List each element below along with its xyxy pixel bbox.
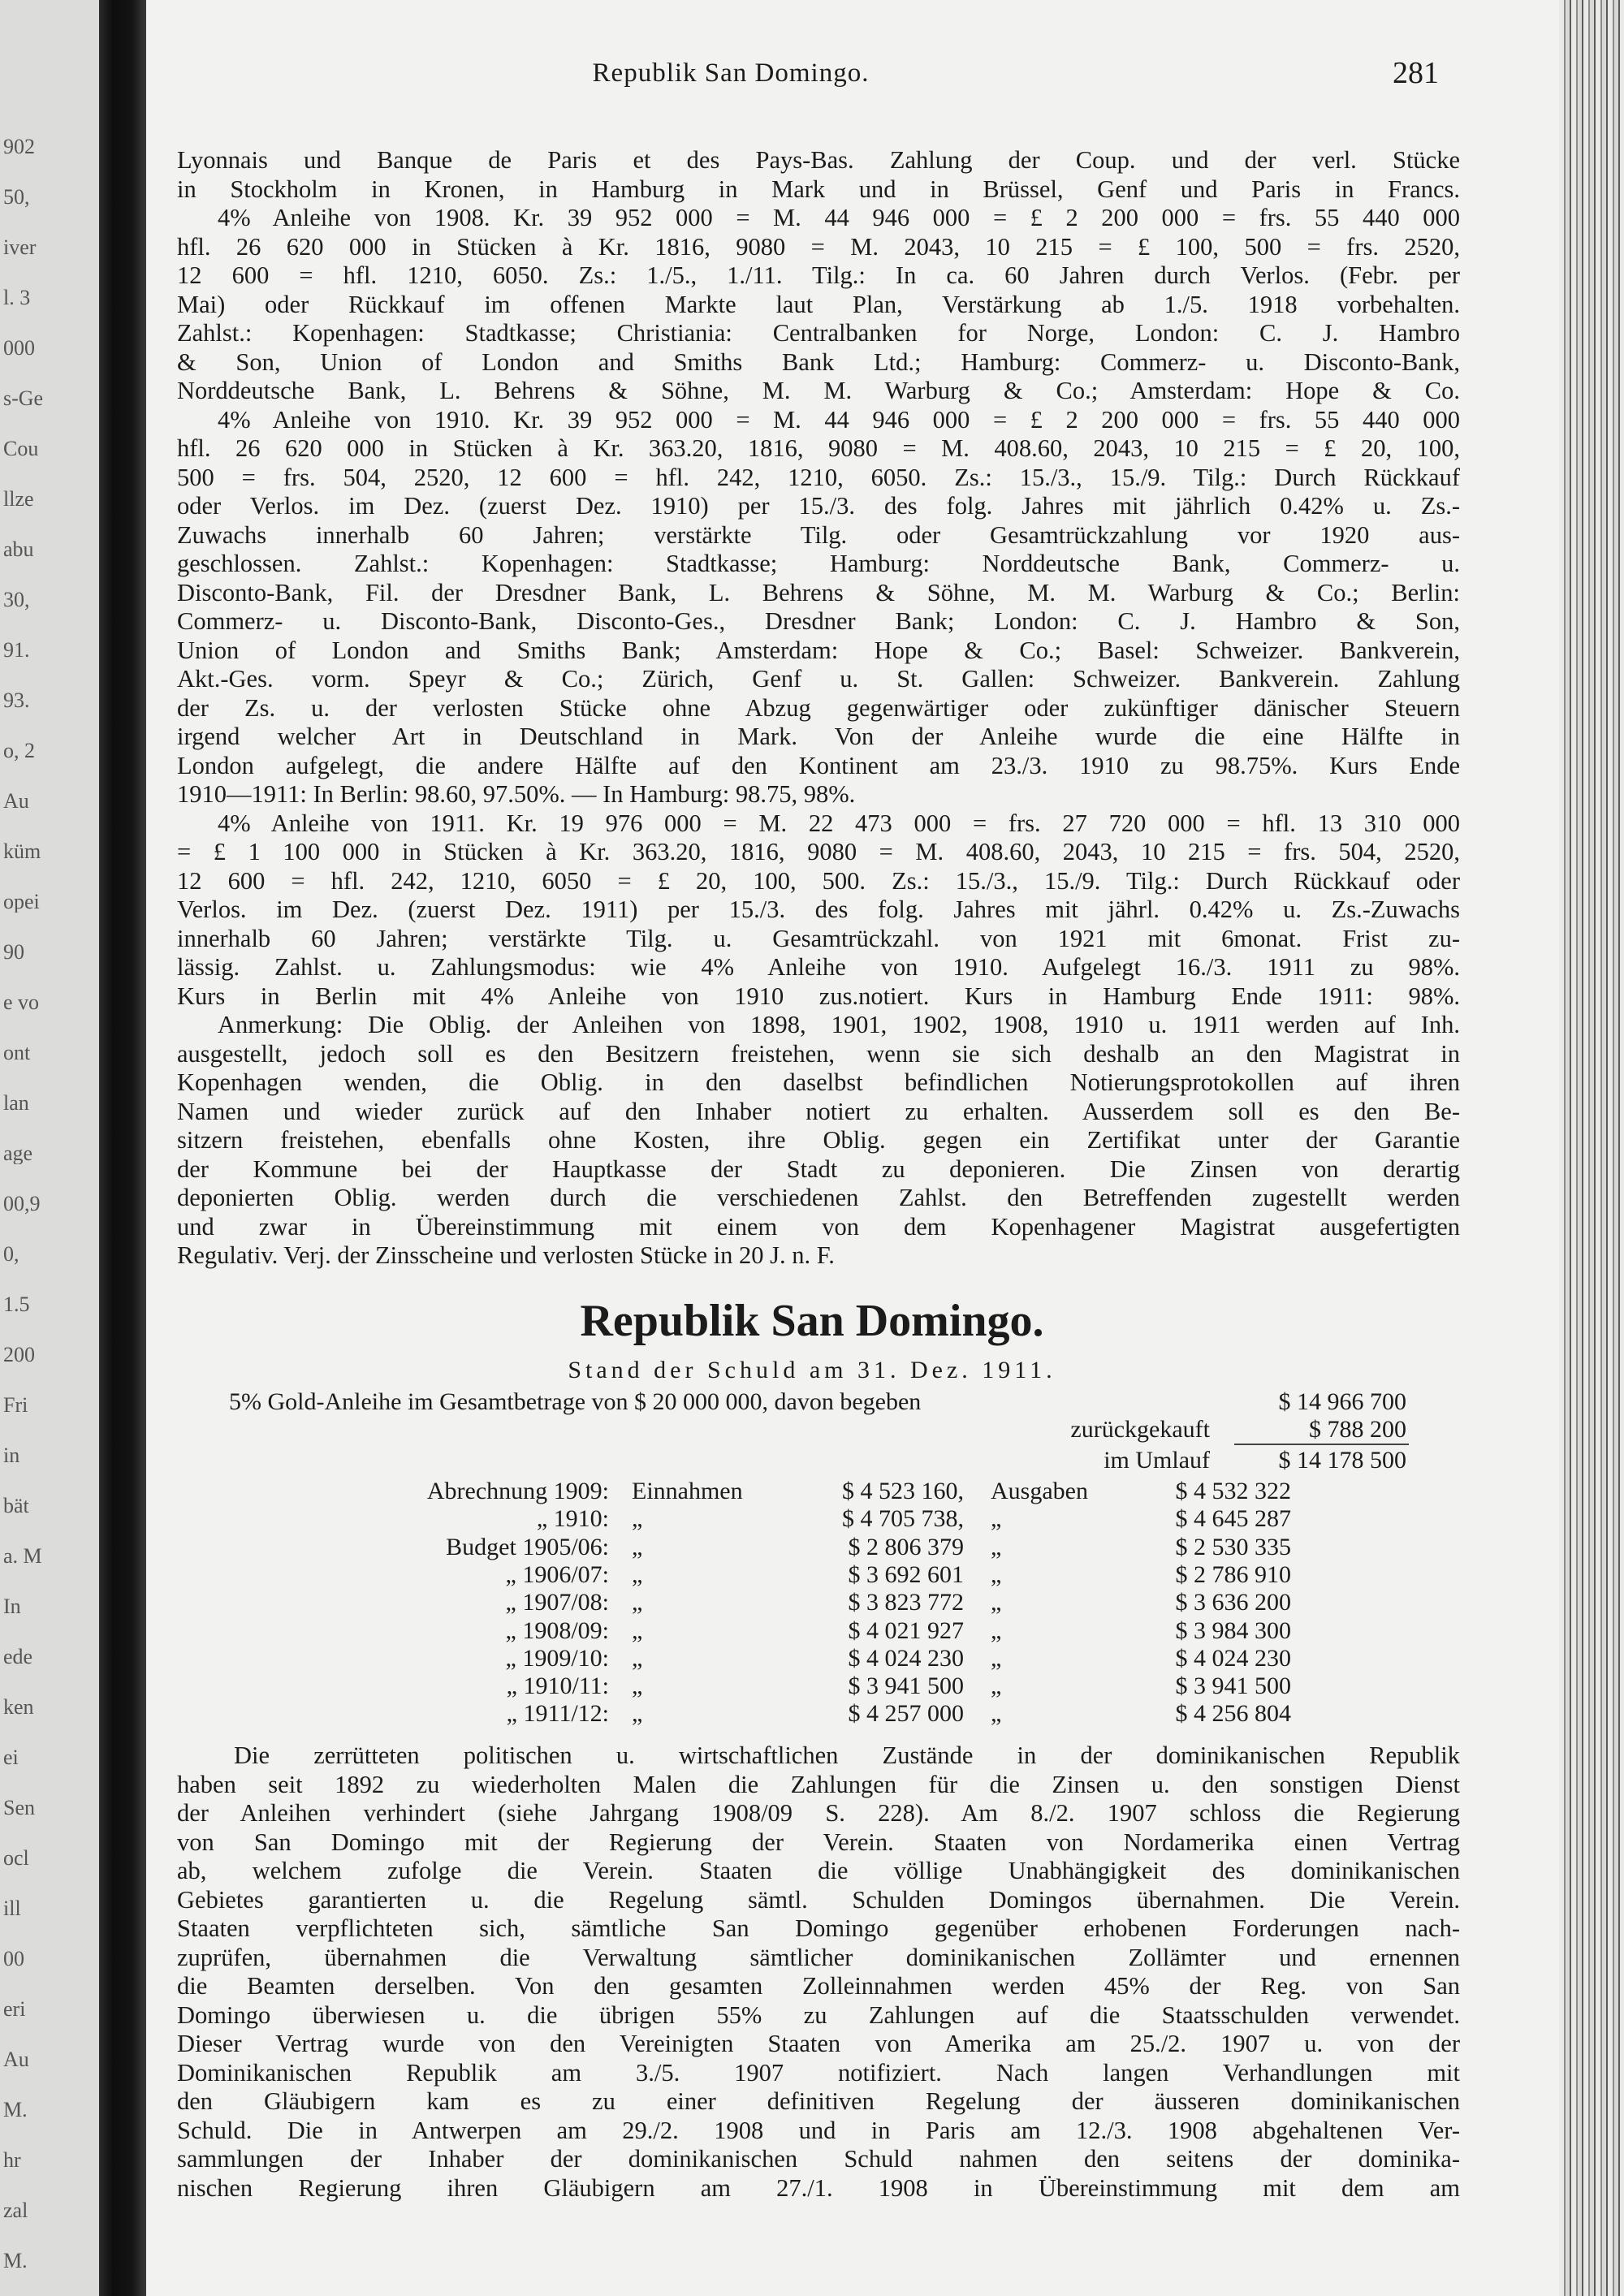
text-line: ausgestellt, jedoch soll es den Besitzern freistehen, wenn sie sich deshalb an den Magistrat in	[177, 1039, 1460, 1068]
finance-label: „ 1910:	[536, 1505, 609, 1533]
text-line: nischen Regierung ihren Gläubigern am 27./1. 1908 in Übereinstimmung mit dem am	[177, 2173, 1460, 2202]
facing-page-edge	[0, 0, 99, 2296]
text-line: den Gläubigern kam es zu einer definitiven Regelung der äusseren dominikanischen	[177, 2087, 1460, 2115]
finance-aus: $ 4 256 804	[1175, 1700, 1291, 1728]
finance-aus-label: „	[991, 1533, 1002, 1560]
finance-aus: $ 4 024 230	[1175, 1644, 1291, 1672]
margin-fragment: ei	[3, 1747, 19, 1768]
text-line: haben seit 1892 zu wiederholten Malen die Zahlungen für die Zinsen u. den sonstigen Dienst	[177, 1770, 1460, 1798]
text-line: der Anleihen verhindert (siehe Jahrgang 1908/09 S. 228). Am 8./2. 1907 schloss die Regierung	[177, 1799, 1460, 1827]
finance-aus: $ 3 941 500	[1175, 1672, 1291, 1700]
text-line: Kopenhagen wenden, die Oblig. in den daselbst befindlichen Notierungsprotokollen auf ihren	[177, 1068, 1460, 1096]
text-line: der Kommune bei der Hauptkasse der Stadt zu deponieren. Die Zinsen von derartig	[177, 1154, 1460, 1183]
finance-label: „ 1909/10:	[505, 1644, 609, 1672]
text-line: Dieser Vertrag wurde von den Vereinigten Staaten von Amerika am 25./2. 1907 u. von der	[177, 2030, 1460, 2057]
running-head: Republik San Domingo.	[592, 58, 870, 88]
text-line: die Beamten derselben. Von den gesamten Zolleinnahmen werden 45% der Reg. von San	[177, 1972, 1460, 2000]
text-line: 4% Anleihe von 1911. Kr. 19 976 000 = M. 22 473 000 = frs. 27 720 000 = hfl. 13 310 000	[218, 809, 1460, 837]
finance-label: Abrechnung 1909:	[426, 1478, 609, 1504]
text-line: Verlos. im Dez. (zuerst Dez. 1911) per 15./3. des folg. Jahres mit jährl. 0.42% u. Zs.-Zuwachs	[177, 896, 1460, 923]
finance-ein-label: „	[632, 1533, 643, 1560]
text-line: 500 = frs. 504, 2520, 12 600 = hfl. 242, 1210, 6050. Zs.: 15./3., 15./9. Tilg.: Durch Rückkauf	[177, 463, 1460, 491]
margin-fragment: 0,	[3, 1244, 19, 1265]
margin-fragment: Fri	[3, 1395, 28, 1416]
text-line: Dominikanischen Republik am 3./5. 1907 notifiziert. Nach langen Verhandlungen mit	[177, 2058, 1460, 2087]
finance-ein-label: „	[632, 1505, 643, 1533]
finance-label: Budget 1905/06:	[446, 1533, 609, 1560]
text-line: geschlossen. Zahlst.: Kopenhagen: Stadtkasse; Hamburg: Norddeutsche Bank, Commerz- u.	[177, 550, 1460, 577]
text-line: deponierten Oblig. werden durch die verschiedenen Zahlst. den Betreffenden zugestellt werden	[177, 1184, 1460, 1211]
margin-fragment: ken	[3, 1697, 34, 1718]
margin-fragment: ont	[3, 1042, 31, 1064]
loan-outstanding-label: im Umlauf	[1104, 1447, 1210, 1474]
text-line: Mai) oder Rückkauf im offenen Markte laut Plan, Verstärkung ab 1./5. 1918 vorbehalten.	[177, 290, 1460, 318]
text-line: Union of London and Smiths Bank; Amsterdam: Hope & Co.; Basel: Schweizer. Bankverein,	[177, 636, 1460, 664]
page-edge-stack	[1559, 0, 1624, 2296]
finance-aus: $ 2 530 335	[1175, 1533, 1291, 1560]
text-line: Disconto-Bank, Fil. der Dresdner Bank, L. Behrens & Söhne, M. M. Warburg & Co.; Berlin:	[177, 578, 1460, 606]
finance-ein: $ 4 523 160,	[842, 1478, 964, 1504]
loan-repurchased-amount: $ 788 200	[1309, 1416, 1406, 1443]
margin-fragment: e vo	[3, 992, 40, 1013]
margin-fragment: age	[3, 1143, 33, 1164]
finance-ein-label: „	[632, 1616, 643, 1644]
finance-aus: $ 3 636 200	[1175, 1589, 1291, 1616]
margin-fragment: eri	[3, 1999, 26, 2020]
finance-aus-label: „	[991, 1700, 1002, 1728]
finance-ein: $ 4 024 230	[848, 1644, 964, 1672]
finance-ein-label: „	[632, 1644, 643, 1672]
text-line: Namen und wieder zurück auf den Inhaber notiert zu erhalten. Ausserdem soll es den Be-	[177, 1097, 1460, 1125]
text-line: ab, welchem zufolge die Verein. Staaten die völlige Unabhängigkeit des dominikanischen	[177, 1857, 1460, 1884]
text-line: Zahlst.: Kopenhagen: Stadtkasse; Christiania: Centralbanken for Norge, London: C. J. Hambro	[177, 319, 1460, 347]
margin-fragment: 30,	[3, 589, 30, 611]
finance-ein: $ 3 941 500	[848, 1672, 964, 1700]
text-line: & Son, Union of London and Smiths Bank Ltd.; Hamburg: Commerz- u. Disconto-Bank,	[177, 347, 1460, 376]
text-line: sitzern freistehen, ebenfalls ohne Kosten, ihre Oblig. gegen ein Zertifikat unter der Garantie	[177, 1126, 1460, 1154]
finance-aus-label: „	[991, 1672, 1002, 1700]
finance-label: „ 1910/11:	[506, 1672, 609, 1700]
finance-ein: $ 4 257 000	[848, 1700, 964, 1728]
loan-outstanding-amount: $ 14 178 500	[1278, 1447, 1406, 1474]
text-line: 12 600 = hfl. 242, 1210, 6050 = £ 20, 100, 500. Zs.: 15./3., 15./9. Tilg.: Durch Rückkauf oder	[177, 866, 1460, 895]
margin-fragment: 50,	[3, 187, 30, 208]
text-line: Regulativ. Verj. der Zinsscheine und verlosten Stücke in 20 J. n. F.	[177, 1241, 835, 1269]
text-line: Schuld. Die in Antwerpen am 29./2. 1908 und in Paris am 12./3. 1908 abgehaltenen Ver-	[177, 2116, 1460, 2144]
margin-fragment: küm	[3, 841, 41, 862]
text-line: Kurs in Berlin mit 4% Anleihe von 1910 zus.notiert. Kurs in Hamburg Ende 1911: 98%.	[177, 982, 1460, 1010]
margin-fragment: 000	[3, 338, 35, 359]
finance-aus: $ 3 984 300	[1175, 1616, 1291, 1644]
margin-fragment: 00	[3, 1949, 24, 1970]
finance-ein-label: „	[632, 1672, 643, 1700]
text-line: London aufgelegt, die andere Hälfte auf den Kontinent am 23./3. 1910 zu 98.75%. Kurs Ende	[177, 751, 1460, 779]
margin-fragment: 91.	[3, 640, 30, 661]
finance-aus: $ 4 532 322	[1175, 1478, 1291, 1504]
margin-fragment: 902	[3, 136, 35, 158]
margin-fragment: Sen	[3, 1798, 35, 1819]
text-line: von San Domingo mit der Regierung der Verein. Staaten von Nordamerika einen Vertrag	[177, 1828, 1460, 1856]
finance-aus-label: „	[991, 1560, 1002, 1588]
margin-fragment: opei	[3, 891, 40, 913]
finance-ein: $ 4 021 927	[848, 1616, 964, 1644]
section-heading: Republik San Domingo.	[580, 1296, 1044, 1346]
loan-issued-amount: $ 14 966 700	[1278, 1388, 1406, 1415]
margin-fragment: o, 2	[3, 740, 35, 762]
text-line: zuprüfen, übernahmen die Verwaltung sämtlicher dominikanischen Zollämter und ernennen	[177, 1943, 1460, 1971]
loan-description: 5% Gold-Anleihe im Gesamtbetrage von $ 20 000 000, davon begeben	[229, 1388, 922, 1415]
text-line: Gebietes garantierten u. die Regelung sämtl. Schulden Domingos übernahmen. Die Verein.	[177, 1885, 1460, 1914]
margin-fragment: ocl	[3, 1848, 29, 1869]
loan-repurchased-label: zurückgekauft	[1070, 1416, 1210, 1443]
finance-ein-label: „	[632, 1700, 643, 1728]
text-line: 12 600 = hfl. 1210, 6050. Zs.: 1./5., 1./11. Tilg.: In ca. 60 Jahren durch Verlos. (Febr. per	[177, 261, 1460, 289]
margin-fragment: ill	[3, 1898, 21, 1919]
margin-fragment: Au	[3, 2049, 29, 2070]
finance-aus-label: Ausgaben	[991, 1478, 1088, 1504]
finance-label: „ 1911/12:	[506, 1700, 609, 1728]
text-line: hfl. 26 620 000 in Stücken à Kr. 1816, 9080 = M. 2043, 10 215 = £ 100, 500 = frs. 2520,	[177, 232, 1460, 261]
margin-fragment: llze	[3, 489, 34, 510]
text-line: Staaten verpflichteten sich, sämtliche San Domingo gegenüber erhobenen Forderungen nach-	[177, 1914, 1460, 1942]
margin-fragment: 93.	[3, 690, 30, 711]
margin-fragment: hr	[3, 2150, 21, 2171]
finance-aus-label: „	[991, 1644, 1002, 1672]
finance-label: „ 1907/08:	[505, 1589, 609, 1616]
text-line: der Zs. u. der verlosten Stücke ohne Abzug gegenwärtiger oder zukünftiger dänischer Steuern	[177, 693, 1460, 722]
margin-fragment: lan	[3, 1093, 29, 1114]
margin-fragment: s-Ge	[3, 388, 44, 409]
finance-ein: $ 3 692 601	[848, 1560, 964, 1588]
debt-status-line: Stand der Schuld am 31. Dez. 1911.	[568, 1357, 1056, 1383]
finance-aus-label: „	[991, 1589, 1002, 1616]
margin-fragment: bät	[3, 1495, 29, 1517]
finance-ein: $ 4 705 738,	[842, 1505, 964, 1533]
text-line: = £ 1 100 000 in Stücken à Kr. 363.20, 1816, 9080 = M. 408.60, 2043, 10 215 = frs. 504, 2520,	[177, 838, 1460, 865]
finance-aus: $ 2 786 910	[1175, 1560, 1291, 1588]
text-line: Domingo überwiesen u. die übrigen 55% zu Zahlungen auf die Staatsschulden verwendet.	[177, 2000, 1460, 2029]
margin-fragment: zal	[3, 2200, 28, 2221]
book-gutter	[99, 0, 146, 2296]
finance-aus: $ 4 645 287	[1175, 1505, 1291, 1533]
margin-fragment: iver	[3, 237, 37, 258]
text-line: 4% Anleihe von 1910. Kr. 39 952 000 = M. 44 946 000 = £ 2 200 000 = frs. 55 440 000	[218, 405, 1460, 434]
margin-fragment: Au	[3, 791, 29, 812]
text-line: Anmerkung: Die Oblig. der Anleihen von 1898, 1901, 1902, 1908, 1910 u. 1911 werden auf Inh.	[218, 1011, 1460, 1038]
text-line: Akt.-Ges. vorm. Speyr & Co.; Zürich, Genf u. St. Gallen: Schweizer. Bankverein. Zahlung	[177, 665, 1460, 693]
finance-aus-label: „	[991, 1505, 1002, 1533]
margin-fragment: 200	[3, 1344, 35, 1366]
margin-fragment: M.	[3, 2100, 28, 2121]
text-line: sammlungen der Inhaber der dominikanischen Schuld nahmen den seitens der dominika-	[177, 2145, 1460, 2173]
page-number: 281	[1393, 56, 1439, 90]
text-line: in Stockholm in Kronen, in Hamburg in Mark und in Brüssel, Genf und Paris in Francs.	[177, 175, 1460, 203]
text-line: Norddeutsche Bank, L. Behrens & Söhne, M. M. Warburg & Co.; Amsterdam: Hope & Co.	[177, 377, 1460, 404]
margin-fragment: ede	[3, 1646, 33, 1668]
margin-fragment: 90	[3, 942, 24, 963]
margin-fragment: a. M	[3, 1546, 42, 1567]
finance-ein-label: Einnahmen	[632, 1478, 743, 1504]
margin-fragment: abu	[3, 539, 34, 560]
margin-fragment: l. 3	[3, 287, 31, 309]
margin-fragment: 00,9	[3, 1193, 41, 1215]
text-line: Die zerrütteten politischen u. wirtschaftlichen Zustände in der dominikanischen Republik	[234, 1741, 1460, 1769]
sum-rule	[1234, 1444, 1409, 1445]
finance-ein-label: „	[632, 1589, 643, 1616]
text-line: innerhalb 60 Jahren; verstärkte Tilg. u. Gesamtrückzahl. von 1921 mit 6monat. Frist zu-	[177, 924, 1460, 952]
margin-fragment: In	[3, 1596, 21, 1617]
margin-fragment: 1.5	[3, 1294, 30, 1315]
finance-ein: $ 3 823 772	[848, 1589, 964, 1616]
text-line: hfl. 26 620 000 in Stücken à Kr. 363.20, 1816, 9080 = M. 408.60, 2043, 10 215 = £ 20, 100,	[177, 434, 1460, 462]
finance-ein-label: „	[632, 1560, 643, 1588]
text-line: lässig. Zahlst. u. Zahlungsmodus: wie 4% Anleihe von 1910. Aufgelegt 16./3. 1911 zu 98%.	[177, 953, 1460, 981]
margin-fragment: M.	[3, 2251, 28, 2272]
text-line: Zuwachs innerhalb 60 Jahren; verstärkte Tilg. oder Gesamtrückzahlung vor 1920 aus-	[177, 520, 1460, 549]
text-line: Commerz- u. Disconto-Bank, Disconto-Ges., Dresdner Bank; London: C. J. Hambro & Son,	[177, 607, 1460, 635]
finance-ein: $ 2 806 379	[848, 1533, 964, 1560]
text-line: und zwar in Übereinstimmung mit einem von dem Kopenhagener Magistrat ausgefertigten	[177, 1212, 1460, 1241]
text-line: 4% Anleihe von 1908. Kr. 39 952 000 = M. 44 946 000 = £ 2 200 000 = frs. 55 440 000	[218, 204, 1460, 231]
text-line: Lyonnais und Banque de Paris et des Pays-Bas. Zahlung der Coup. und der verl. Stücke	[177, 146, 1460, 174]
text-line: oder Verlos. im Dez. (zuerst Dez. 1910) per 15./3. des folg. Jahres mit jährlich 0.42% u. Zs.-	[177, 492, 1460, 520]
finance-label: „ 1908/09:	[505, 1616, 609, 1644]
margin-fragment: Cou	[3, 438, 39, 460]
text-line: 1910—1911: In Berlin: 98.60, 97.50%. — In Hamburg: 98.75, 98%.	[177, 780, 856, 808]
finance-aus-label: „	[991, 1616, 1002, 1644]
margin-fragment: in	[3, 1445, 20, 1466]
finance-label: „ 1906/07:	[505, 1560, 609, 1588]
text-line: irgend welcher Art in Deutschland in Mark. Von der Anleihe wurde die eine Hälfte in	[177, 723, 1460, 750]
